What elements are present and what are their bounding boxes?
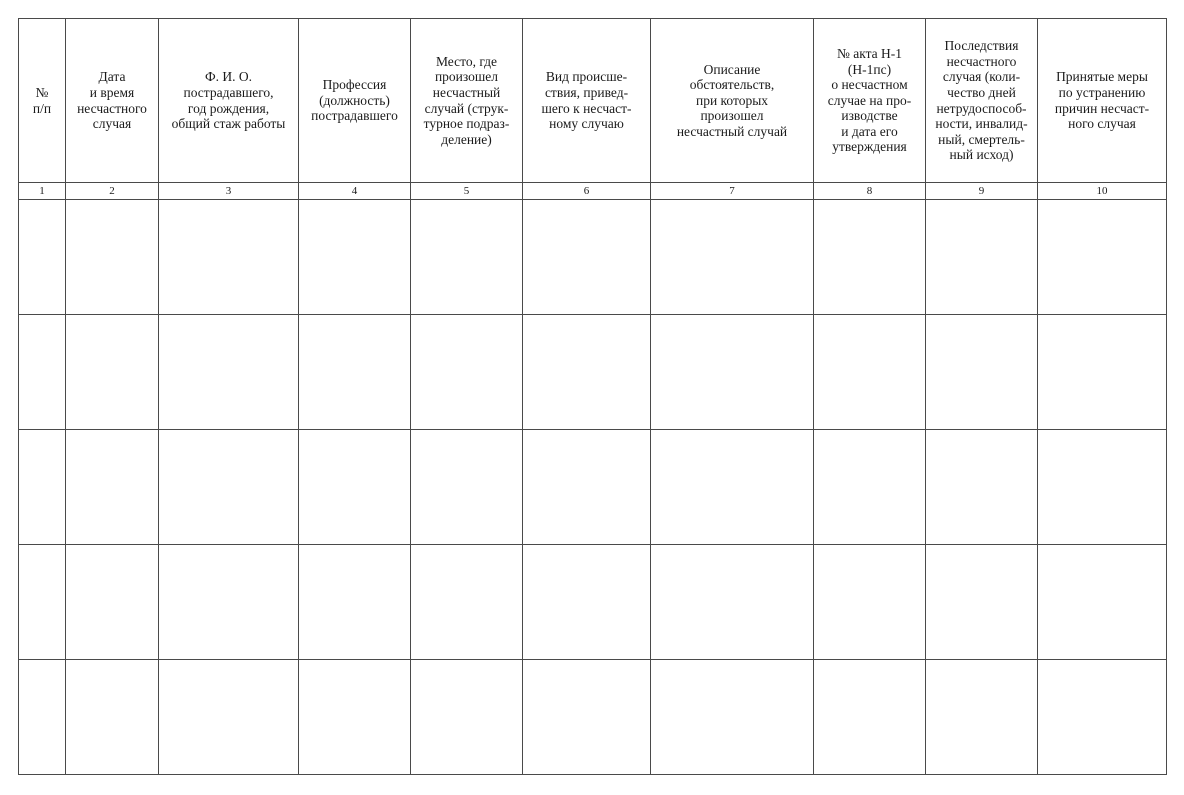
column-number: 2 <box>66 183 159 200</box>
column-number: 5 <box>411 183 523 200</box>
header-cell-3: Ф. И. О. пострадавшего, год рождения, общий стаж работы <box>159 19 299 183</box>
table-cell[interactable] <box>926 315 1038 430</box>
table-cell[interactable] <box>299 200 411 315</box>
table-cell[interactable] <box>66 430 159 545</box>
table-row <box>19 660 1167 775</box>
table-cell[interactable] <box>523 430 651 545</box>
column-number: 10 <box>1038 183 1167 200</box>
table-cell[interactable] <box>651 545 814 660</box>
table-cell[interactable] <box>1038 200 1167 315</box>
column-number: 8 <box>814 183 926 200</box>
table-cell[interactable] <box>66 545 159 660</box>
header-cell-1: № п/п <box>19 19 66 183</box>
header-cell-10: Принятые меры по устранению причин несчаст- ного случая <box>1038 19 1167 183</box>
header-row <box>19 19 1167 183</box>
table-cell[interactable] <box>523 545 651 660</box>
table-cell[interactable] <box>651 315 814 430</box>
table-cell[interactable] <box>411 315 523 430</box>
table-row <box>19 430 1167 545</box>
column-number: 4 <box>299 183 411 200</box>
header-cell-6: Вид происше- ствия, привед- шего к несчаст- ному случаю <box>523 19 651 183</box>
header-cell-5: Место, где произошел несчастный случай (струк- турное подраз- деление) <box>411 19 523 183</box>
table-cell[interactable] <box>814 315 926 430</box>
table-cell[interactable] <box>814 430 926 545</box>
table-cell[interactable] <box>411 660 523 775</box>
table-cell[interactable] <box>159 660 299 775</box>
table-cell[interactable] <box>159 545 299 660</box>
table-cell[interactable] <box>651 200 814 315</box>
table-cell[interactable] <box>299 660 411 775</box>
table-cell[interactable] <box>1038 315 1167 430</box>
table-cell[interactable] <box>523 315 651 430</box>
header-cell-4: Профессия (должность) пострадавшего <box>299 19 411 183</box>
table-cell[interactable] <box>299 430 411 545</box>
table-cell[interactable] <box>1038 660 1167 775</box>
table-cell[interactable] <box>19 430 66 545</box>
column-number: 3 <box>159 183 299 200</box>
table-cell[interactable] <box>651 430 814 545</box>
table-cell[interactable] <box>523 200 651 315</box>
table-cell[interactable] <box>66 200 159 315</box>
table-cell[interactable] <box>19 660 66 775</box>
table-row <box>19 315 1167 430</box>
column-number: 9 <box>926 183 1038 200</box>
table-cell[interactable] <box>299 545 411 660</box>
table-cell[interactable] <box>1038 430 1167 545</box>
table-row <box>19 200 1167 315</box>
header-cell-7: Описание обстоятельств, при которых произошел несчастный случай <box>651 19 814 183</box>
table-cell[interactable] <box>66 315 159 430</box>
table-cell[interactable] <box>523 660 651 775</box>
column-number: 6 <box>523 183 651 200</box>
accident-register-table <box>18 18 1167 775</box>
column-number: 1 <box>19 183 66 200</box>
table-cell[interactable] <box>814 200 926 315</box>
table-cell[interactable] <box>19 200 66 315</box>
table-cell[interactable] <box>19 315 66 430</box>
table-cell[interactable] <box>159 315 299 430</box>
table-cell[interactable] <box>814 660 926 775</box>
header-cell-9: Последствия несчастного случая (коли- чество дней нетрудоспособ- ности, инвалид- ный, смертель- ный исход) <box>926 19 1038 183</box>
table-cell[interactable] <box>411 430 523 545</box>
table-cell[interactable] <box>411 200 523 315</box>
header-cell-8: № акта Н-1 (Н-1пс) о несчастном случае на про- изводстве и дата его утверждения <box>814 19 926 183</box>
table-cell[interactable] <box>926 660 1038 775</box>
column-number: 7 <box>651 183 814 200</box>
table-cell[interactable] <box>1038 545 1167 660</box>
table-cell[interactable] <box>411 545 523 660</box>
table-cell[interactable] <box>159 200 299 315</box>
table-cell[interactable] <box>299 315 411 430</box>
table-body <box>19 200 1167 775</box>
table-cell[interactable] <box>926 200 1038 315</box>
table-cell[interactable] <box>19 545 66 660</box>
table-cell[interactable] <box>926 545 1038 660</box>
table-cell[interactable] <box>814 545 926 660</box>
table-row <box>19 545 1167 660</box>
header-cell-2: Дата и время несчастного случая <box>66 19 159 183</box>
table-cell[interactable] <box>66 660 159 775</box>
table-cell[interactable] <box>926 430 1038 545</box>
table-cell[interactable] <box>159 430 299 545</box>
table-cell[interactable] <box>651 660 814 775</box>
column-number-row <box>19 183 1167 200</box>
